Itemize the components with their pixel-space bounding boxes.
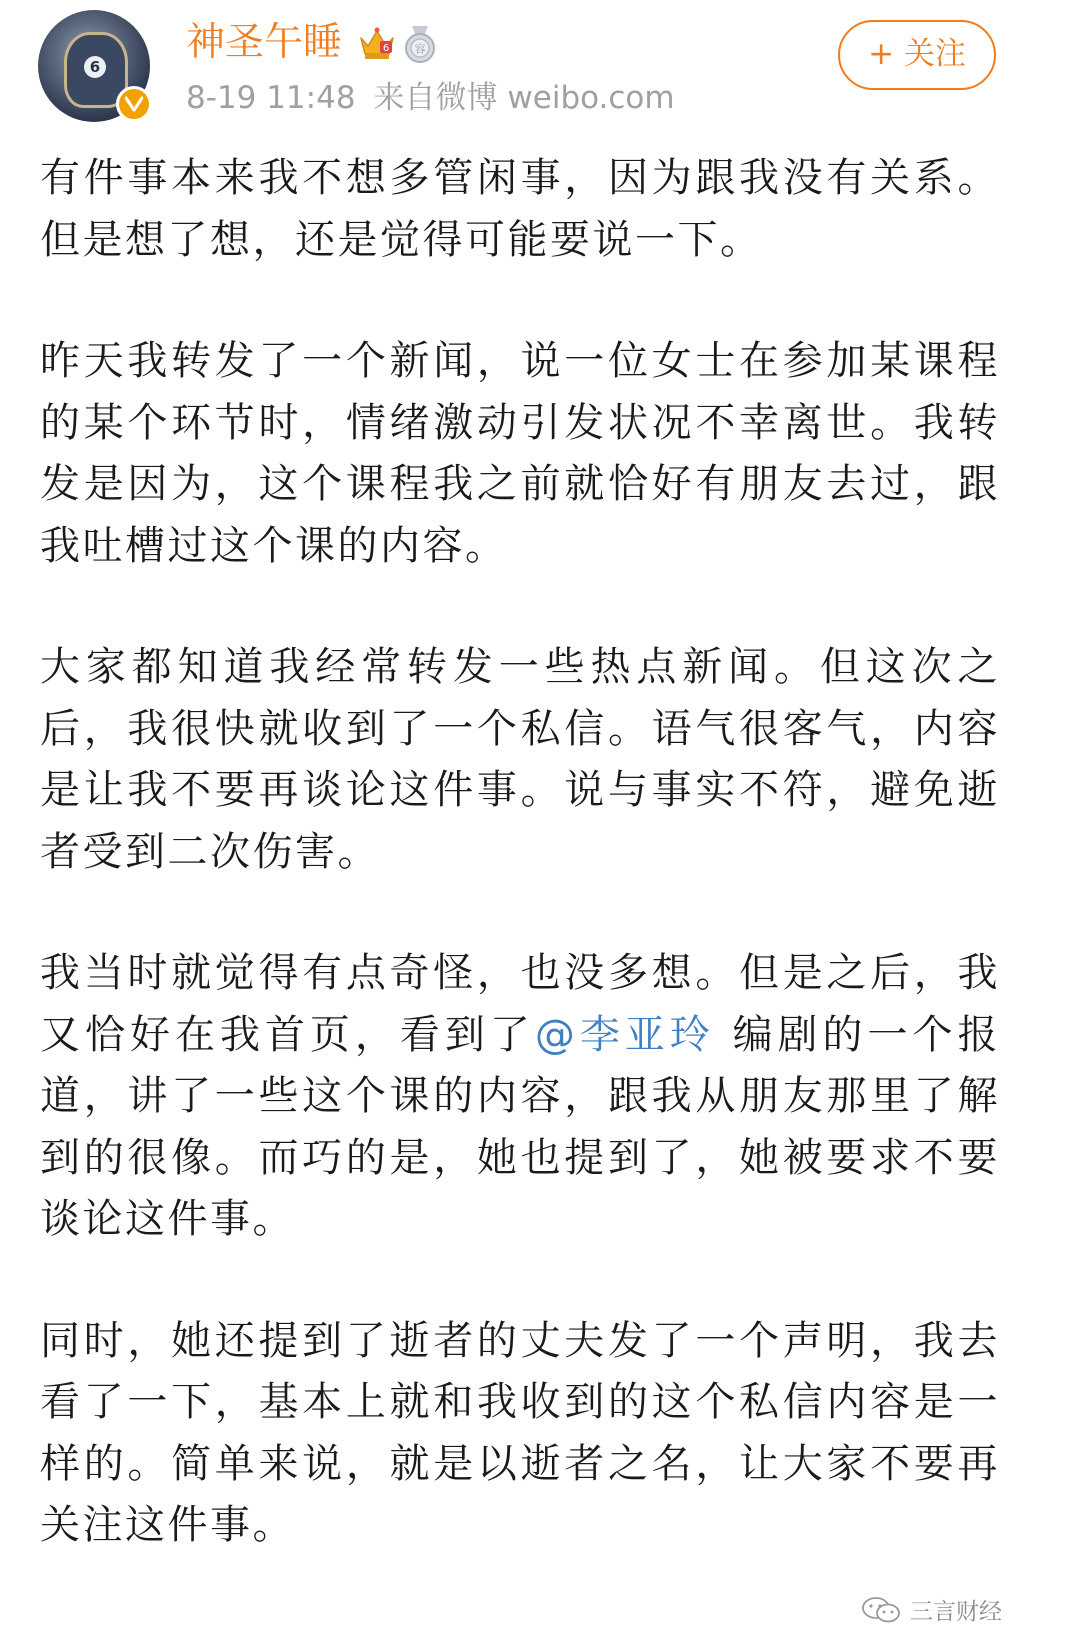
post-header [0, 0, 1080, 130]
medal-icon[interactable] [402, 24, 438, 64]
svg-text:6: 6 [382, 43, 390, 54]
post-source[interactable]: 来自微博 weibo.com [373, 80, 675, 116]
paragraph-3: 大家都知道我经常转发一些热点新闻。但这次之后，我很快就收到了一个私信。语气很客气，内容是让我不要再谈论这件事。说与事实不符，避免逝者受到二次伤害。 [40, 644, 1000, 875]
mention-link[interactable]: @李亚玲 [534, 1011, 715, 1058]
paragraph-2: 昨天我转发了一个新闻，说一位女士在参加某课程的某个环节时，情绪激动引发状况不幸离世。我转发是因为，这个课程我之前就恰好有朋友去过，跟我吐槽过这个课的内容。 [40, 338, 1000, 569]
avatar-number: 6 [84, 56, 106, 78]
watermark [860, 1593, 1002, 1626]
post-time: 8-19 11:48 [186, 80, 356, 116]
post-meta [186, 78, 675, 118]
watermark-text: 三言财经 [910, 1599, 1002, 1625]
username[interactable]: 神圣午睡 [186, 20, 343, 65]
verified-v-icon [116, 86, 152, 122]
paragraph-1: 有件事本来我不想多管闲事，因为跟我没有关系。但是想了想，还是觉得可能要说一下。 [40, 155, 1000, 263]
post-body [40, 148, 1000, 1557]
follow-button[interactable]: + 关注 [838, 20, 996, 90]
crown-icon[interactable] [358, 26, 396, 62]
paragraph-4 [40, 943, 1000, 1251]
paragraph-5: 同时，她还提到了逝者的丈夫发了一个声明，我去看了一下，基本上就和我收到的这个私信内容是一样的。简单来说，就是以逝者之名，让大家不要再关注这件事。 [40, 1317, 1000, 1548]
wechat-icon [860, 1595, 904, 1625]
svg-text:容: 容 [414, 42, 426, 56]
paragraph-4-text-after: 编剧的一个报道，讲了一些这个课的内容，跟我从朋友那里了解到的很像。而巧的是，她也提到了，她被要求不要谈论这件事。 [40, 1011, 1001, 1242]
paragraph-4-text-before: 我当时就觉得有点奇怪，也没多想。但是之后，我又恰好在我首页，看到了 [40, 950, 1000, 1058]
